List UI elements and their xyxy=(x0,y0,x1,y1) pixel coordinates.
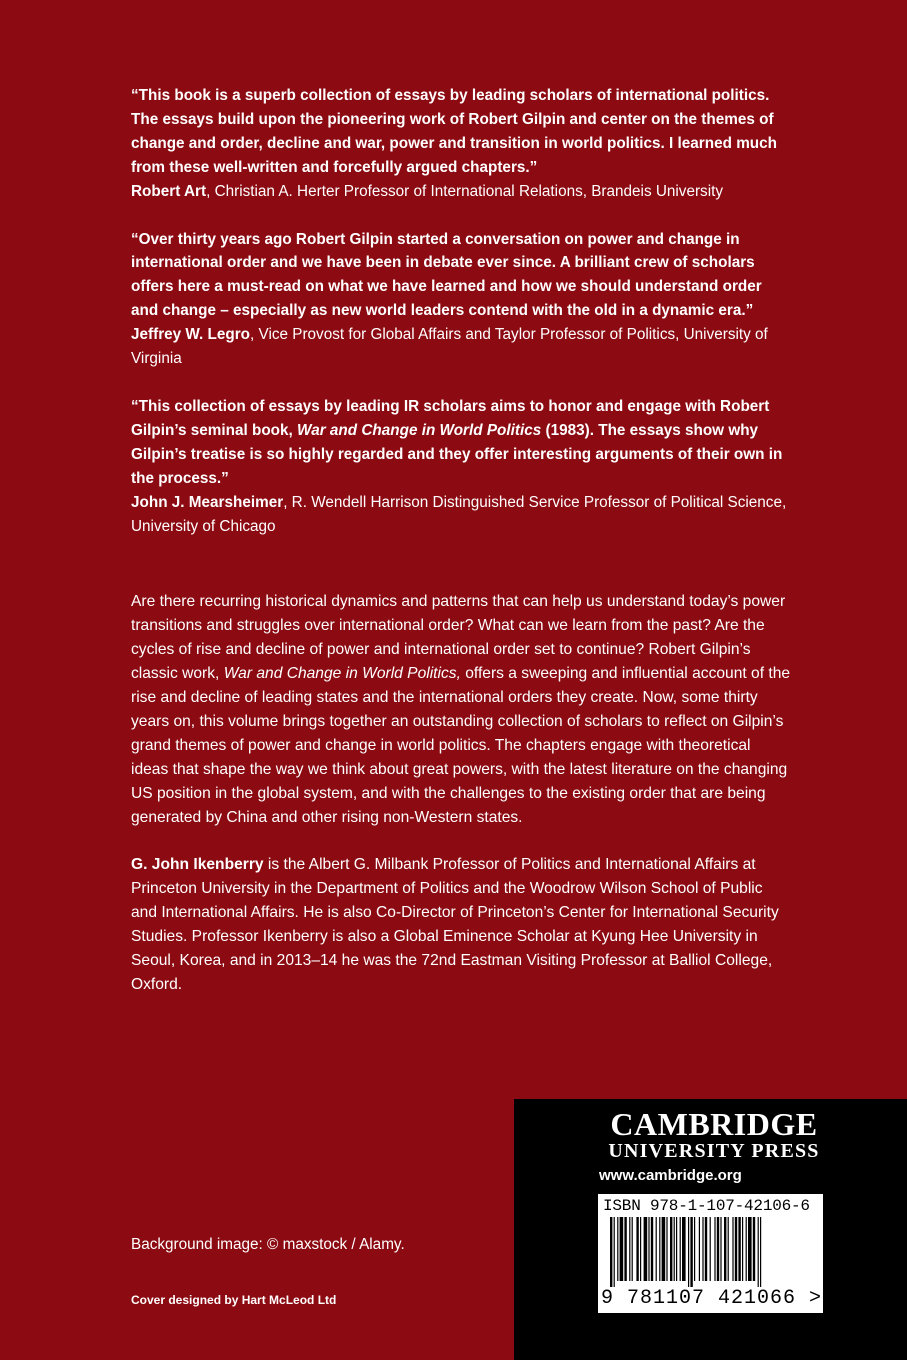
barcode-bar xyxy=(746,1217,747,1281)
isbn-label: ISBN 978-1-107-42106-6 xyxy=(603,1197,810,1215)
endorsement-quote xyxy=(131,228,791,371)
barcode-bar xyxy=(699,1217,700,1281)
barcode-bar xyxy=(640,1217,641,1281)
barcode-bar xyxy=(728,1217,729,1281)
barcode-bars xyxy=(610,1217,815,1287)
publisher-logo xyxy=(598,1107,830,1161)
barcode-bar xyxy=(758,1217,759,1287)
bio-body: is the Albert G. Milbank Professor of Politics and International Affairs at Princeton University in the Department of Politics and the Woodrow Wilson School of Public and International Affairs. He is also Co-Director of Princeton’s Center for International Security Studies. Professor Ikenberry is also a Global Eminence Scholar at Kyung Hee University in Seoul, Korea, and in 2013–14 he was the 72nd Eastman Visiting Professor at Balliol College, Oxford. xyxy=(131,856,779,993)
bio-text xyxy=(131,853,791,996)
barcode-bar xyxy=(688,1217,689,1287)
quote-attribution xyxy=(131,491,791,539)
barcode-bar xyxy=(617,1217,618,1281)
barcode-bar xyxy=(659,1217,660,1281)
description-part: offers a sweeping and influential account of the rise and decline of leading states and the international orders they create. Now, some thirty years on, this volume brings together an outstanding collection of scholars to reflect on Gilpin’s grand themes of power and change in world politics. The chapters engage with theoretical ideas that shape the way we think about great powers, with the latest literature on the changing US position in the global system, and with the challenges to the existing order that are being generated by China and other rising non-Western states. xyxy=(131,665,791,826)
barcode-digits: 9 781107 421066 > xyxy=(601,1287,823,1310)
barcode-bar xyxy=(636,1217,638,1281)
barcode-bar xyxy=(738,1217,740,1281)
publisher-name-line1: CAMBRIDGE xyxy=(610,1106,818,1142)
endorser-title: , Vice Provost for Global Affairs and Taylor Professor of Politics, University of Virginia xyxy=(131,326,768,368)
endorser-name: Robert Art xyxy=(131,182,207,200)
barcode-bar xyxy=(656,1217,657,1281)
endorsement-quote xyxy=(131,84,791,204)
endorser-name: John J. Mearsheimer xyxy=(131,493,284,511)
editor-bio xyxy=(131,853,791,996)
endorser-title: , Christian A. Herter Professor of International Relations, Brandeis University xyxy=(206,182,723,200)
barcode-bar xyxy=(735,1217,737,1281)
barcode-bar xyxy=(680,1217,681,1281)
barcode-bar xyxy=(620,1217,624,1281)
book-title-italic: War and Change in World Politics xyxy=(297,421,542,439)
barcode-bar xyxy=(753,1217,755,1281)
publisher-name-line2: UNIVERSITY PRESS xyxy=(608,1140,820,1162)
barcode-bar xyxy=(651,1217,653,1281)
barcode-bar xyxy=(662,1217,666,1281)
quote-text xyxy=(131,395,791,491)
barcode-bar xyxy=(674,1217,675,1281)
barcode-bar xyxy=(694,1217,695,1281)
endorser-name: Jeffrey W. Legro xyxy=(131,326,251,344)
barcode-bar xyxy=(705,1217,707,1281)
endorsement-quote xyxy=(131,395,791,538)
barcode-bar xyxy=(720,1217,721,1281)
quote-text: “This book is a superb collection of essays by leading scholars of international politics. The essays build upon the pioneering work of Robert Gilpin and center on the themes of change and order, decline and war, power and transition in world politics. I learned much from these well-written and forcefully argued chapters.” xyxy=(131,87,777,176)
barcode-bar xyxy=(724,1217,726,1281)
barcode-bar xyxy=(670,1217,672,1281)
editor-name: G. John Ikenberry xyxy=(131,856,264,874)
barcode-bar xyxy=(610,1217,612,1287)
barcode-bar xyxy=(690,1217,692,1287)
barcode-bar xyxy=(742,1217,743,1281)
barcode-bar xyxy=(666,1217,667,1281)
quote-text-part: “This collection of essays by leading IR scholars aims to honor and engage with Robert Gilpin’s seminal book, xyxy=(131,397,770,439)
barcode-bar xyxy=(760,1217,761,1287)
book-description xyxy=(131,590,791,829)
description-part: Are there recurring historical dynamics and patterns that can help us understand today’s power transitions and struggles over international order? What can we learn from the past? Are the cycles of rise and decline of power and international order set to continue? Robert Gilpin’s classic work, xyxy=(131,593,786,683)
book-title-italic: War and Change in World Politics, xyxy=(223,665,461,683)
background-image-credit: Background image: © maxstock / Alamy. xyxy=(131,1236,405,1253)
publisher-url: www.cambridge.org xyxy=(599,1167,742,1184)
cover-design-credit: Cover designed by Hart McLeod Ltd xyxy=(131,1293,337,1307)
barcode-bar xyxy=(732,1217,733,1281)
barcode-bar xyxy=(644,1217,648,1281)
barcode-bar xyxy=(624,1217,626,1281)
quote-text: “Over thirty years ago Robert Gilpin started a conversation on power and change in international order and we have been in debate ever since. A brilliant crew of scholars offers here a must-read on what we have learned and how we should understand order and change – especially as new world leaders contend with the old in a dynamic era.” xyxy=(131,230,762,320)
description-text xyxy=(131,590,791,829)
publisher-panel xyxy=(514,1099,907,1360)
barcode-bar xyxy=(676,1217,677,1281)
quote-attribution xyxy=(131,323,791,371)
barcode-bar xyxy=(682,1217,686,1281)
barcode-bar xyxy=(648,1217,649,1281)
barcode xyxy=(598,1194,823,1313)
barcode-bar xyxy=(717,1217,719,1281)
quote-attribution xyxy=(131,180,791,204)
barcode-bar xyxy=(614,1217,615,1287)
endorser-title: , R. Wendell Harrison Distinguished Service Professor of Political Science, University of Chicago xyxy=(131,493,787,535)
barcode-bar xyxy=(710,1217,711,1281)
barcode-bar xyxy=(629,1217,630,1281)
barcode-bar xyxy=(714,1217,715,1281)
barcode-bar xyxy=(748,1217,752,1281)
main-text-column xyxy=(131,84,791,997)
quote-text-part: (1983). The essays show why Gilpin’s treatise is so highly regarded and they offer interesting arguments of their own in the process.” xyxy=(131,421,783,487)
barcode-bar xyxy=(702,1217,703,1281)
barcode-bar xyxy=(632,1217,633,1281)
